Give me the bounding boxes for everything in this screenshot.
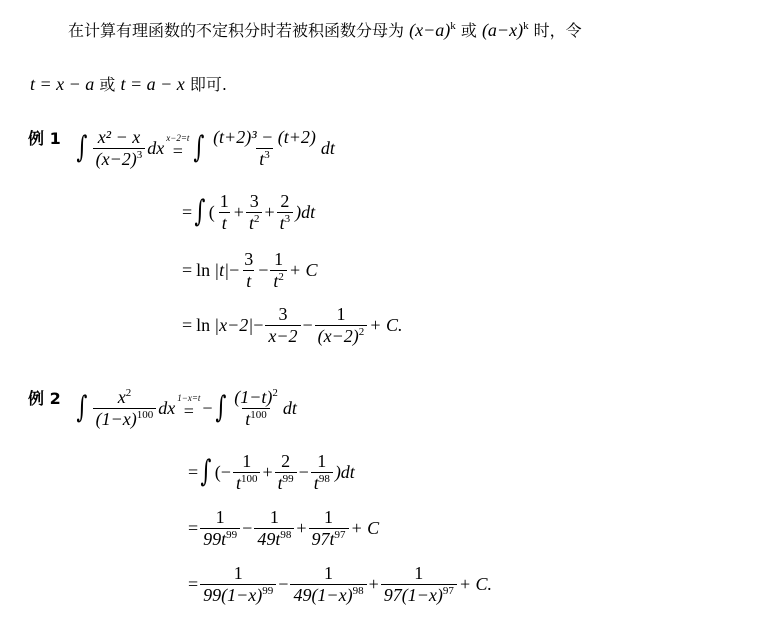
integral-sign: ∫ — [214, 390, 226, 426]
ex2-r1-substitution: 1−x=t = — [177, 393, 201, 422]
intro-or-1: 或 — [460, 21, 477, 40]
ex2-row-4: = $\frac{1}{99(1-x)^{99}}$ − $\frac{1}{49(1-x)^{98}}$ + $\frac{1}{97(1-x)^{97}}$ + C. — [188, 563, 492, 605]
intro-expr-1: $(x-a)^k$ — [409, 20, 456, 40]
intro-line-1 — [68, 18, 582, 41]
integral-sign: ∫ — [200, 454, 212, 490]
ex2-r1-rhs-fraction: $\frac{(1-t)^2}{t^{100}}$ — [234, 387, 278, 429]
example-1-label: 例 1 — [28, 129, 61, 148]
integral-sign: ∫ — [194, 194, 206, 230]
intro-line-2 — [30, 72, 227, 95]
intro-sub-a: t = x − a — [30, 74, 95, 94]
ex2-row-1: ∫ $\frac{x^2}{(1-x)^{100}}$ dx 1−x=t = − ∫ $\frac{(1-t)^2}{t^{100}}$ dt — [76, 387, 297, 429]
integral-sign: ∫ — [76, 390, 88, 426]
intro-text-1: 在计算有理函数的不定积分时若被积函数分母为 — [68, 21, 405, 40]
intro-text-3: 即可. — [189, 75, 227, 94]
ex1-row-4: = ln |x−2| − $\frac{3}{x-2}$ − $\frac{1}{(x-2)^2}$ + C. — [182, 304, 403, 346]
ex2-r1-fraction: $\frac{x^2}{(1-x)^{100}}$ — [93, 388, 157, 429]
ex1-row-2: = ∫ ( $\frac{1}{t}$ + $\frac{3}{t^2}$ + $\frac{2}{t^3}$ )dt — [182, 191, 316, 233]
ex1-r1-fraction: $\frac{\text{x² − x}}{(x-2)^3}$ — [93, 128, 146, 169]
intro-or-2: 或 — [99, 75, 116, 94]
integral-sign: ∫ — [76, 130, 88, 166]
ex1-r1-dt: dt — [320, 137, 335, 158]
ex2-row-3: = $\frac{1}{99t^{99}}$ − $\frac{1}{49t^{98}}$ + $\frac{1}{97t^{97}}$ + C — [188, 507, 380, 549]
ex1-r1-dx: dx — [147, 137, 165, 158]
ex2-row-2: = ∫ (− $\frac{1}{t^{100}}$ + $\frac{2}{t^{99}}$ − $\frac{1}{t^{98}}$ )dt — [188, 451, 355, 493]
example-2-label: 例 2 — [28, 389, 61, 408]
intro-sub-b: t = a − x — [120, 74, 185, 94]
ex1-row-1 — [74, 128, 335, 169]
integral-sign: ∫ — [193, 130, 205, 166]
ex1-r1-substitution: x−2=t = — [166, 133, 190, 162]
ex1-row-3: = ln |t| − $\frac{3}{t}$ − $\frac{1}{t^2}$ + C — [182, 249, 318, 291]
ex1-r1-rhs-fraction: $\frac{\text{(t+2)³ − (t+2)}}{t^3}$ — [213, 127, 316, 169]
intro-expr-2: $(a-x)^k$ — [481, 20, 529, 40]
intro-text-2: 时，令 — [533, 21, 582, 40]
